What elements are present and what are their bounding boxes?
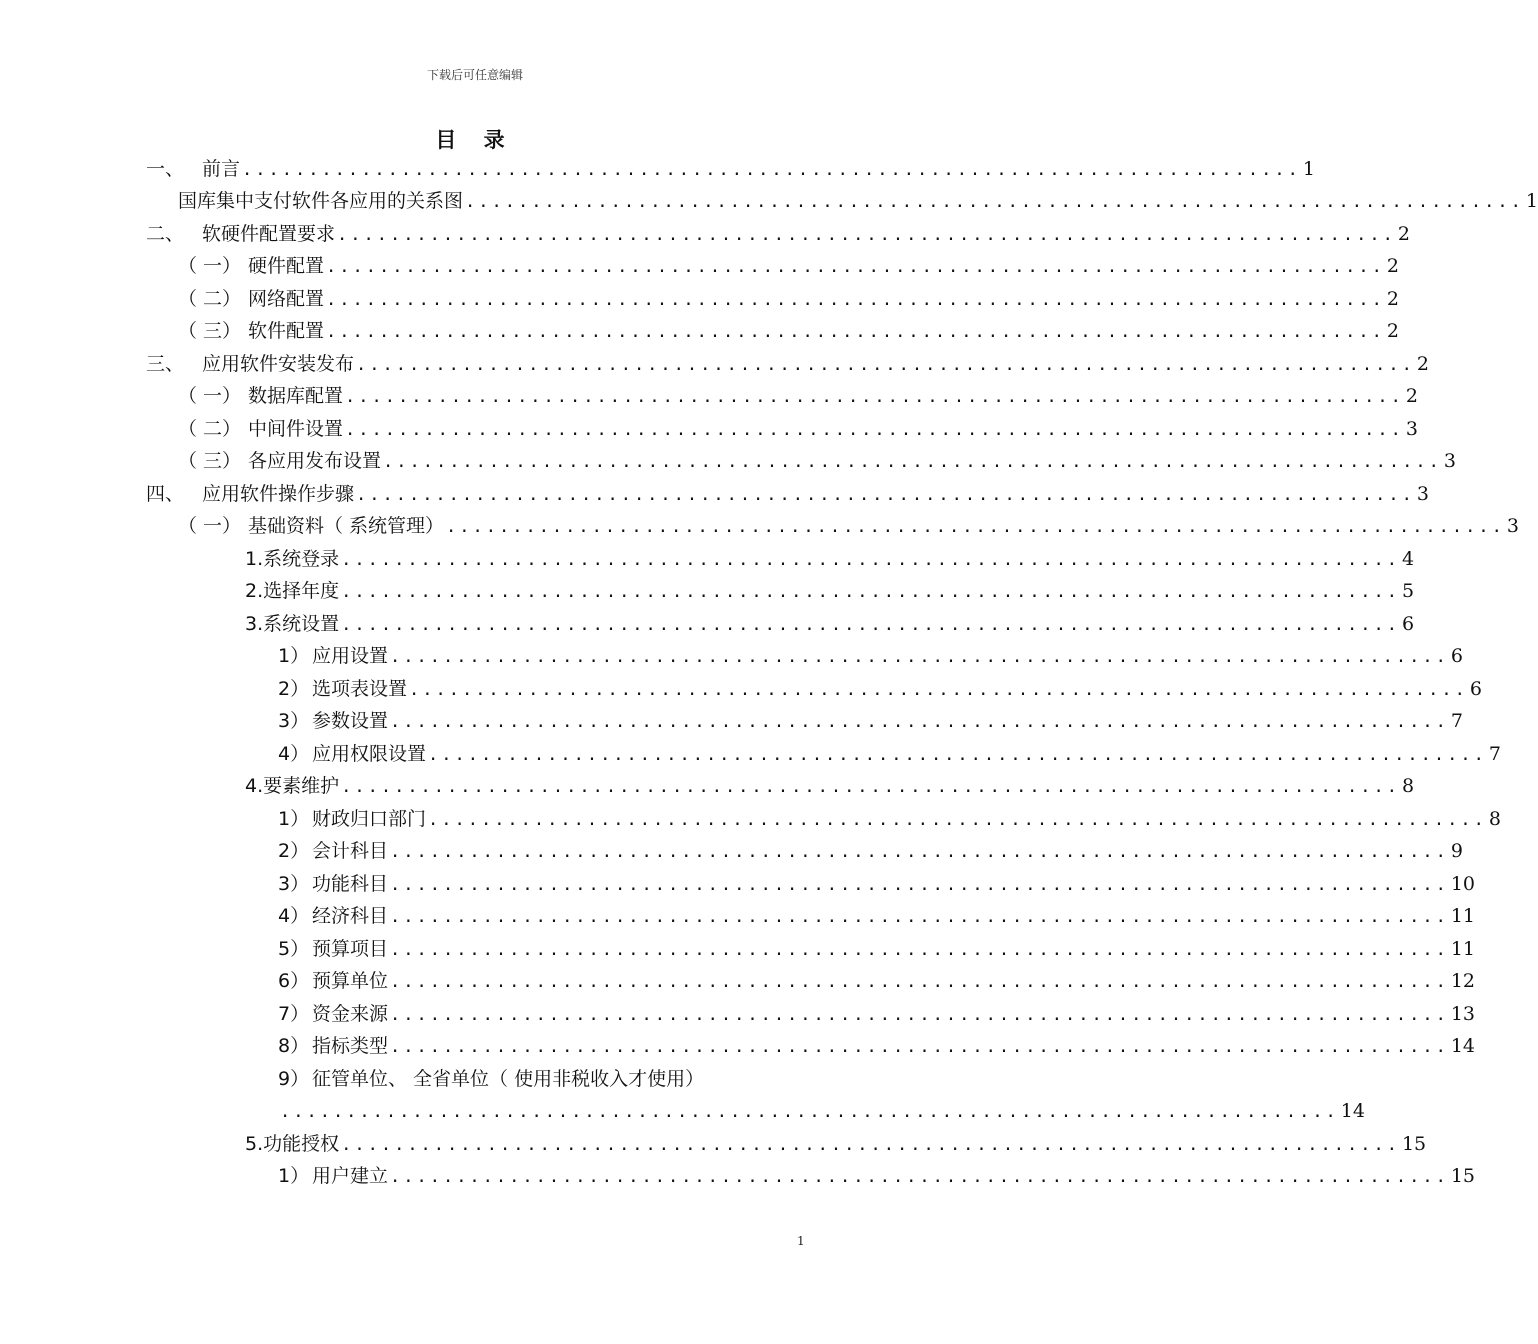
toc-entry-text: 各应用发布设置: [248, 450, 382, 472]
toc-entry-text: 基础资料（ 系统管理）: [248, 515, 445, 537]
toc-leader-dots: ................................................................................: [390, 1167, 1449, 1187]
toc-entry-text: 前言: [202, 158, 241, 180]
toc-entry[interactable]: [278, 868, 1475, 900]
toc-entry-number: （ 二）: [178, 288, 242, 310]
toc-entry-text: 3.系统设置: [245, 613, 340, 635]
toc-entry-page: 2: [1416, 353, 1429, 375]
toc-entry[interactable]: [178, 445, 1456, 477]
toc-entry-page: 14: [1450, 1035, 1475, 1057]
toc-entry-text: 预算单位: [312, 970, 389, 992]
toc-leader-dots: ................................................................................: [341, 777, 1400, 797]
toc-entry[interactable]: [245, 575, 1415, 607]
toc-entry[interactable]: [178, 510, 1519, 542]
toc-entry-page: 3: [1443, 450, 1456, 472]
toc-entry-number: 3）: [278, 873, 310, 895]
toc-entry-page: 3: [1416, 483, 1429, 505]
toc-entry[interactable]: [146, 153, 1315, 185]
page-number: 1: [797, 1234, 805, 1248]
toc-entry-number: 一、: [146, 158, 185, 180]
toc-entry-text: 国库集中支付软件各应用的关系图: [178, 190, 464, 212]
toc-entry-number: （ 二）: [178, 418, 242, 440]
toc-entry-text: 软硬件配置要求: [202, 223, 336, 245]
toc-entry-text: 中间件设置: [248, 418, 344, 440]
toc-entry-text: 会计科目: [312, 840, 389, 862]
toc-title: 目 录: [435, 127, 515, 152]
toc-entry-number: 1）: [278, 808, 310, 830]
toc-entry-text: 应用权限设置: [312, 743, 427, 765]
toc-entry[interactable]: [278, 965, 1475, 997]
toc-entry-number: 2）: [278, 678, 310, 700]
toc-entry-number: 9）: [278, 1068, 310, 1090]
toc-leader-dots: ................................................................................: [390, 972, 1449, 992]
toc-leader-dots: ................................................................................: [428, 810, 1487, 830]
toc-leader-dots: ................................................................................: [390, 647, 1449, 667]
toc-leader-dots: ................................................................................: [390, 842, 1449, 862]
page-header: 下载后可任意编辑: [426, 68, 523, 82]
toc-entry-page: 4: [1401, 548, 1415, 570]
toc-entry[interactable]: [278, 900, 1475, 932]
toc-entry[interactable]: [278, 640, 1463, 672]
toc-entry-page: 2: [1386, 288, 1399, 310]
toc-entry-text: 网络配置: [248, 288, 325, 310]
toc-leader-dots: ................................................................................: [242, 160, 1301, 180]
toc-entry-text: 应用软件操作步骤: [202, 483, 355, 505]
toc-entry-number: （ 三）: [178, 320, 242, 342]
toc-leader-dots: ................................................................................: [326, 322, 1385, 342]
toc-entry-text: 1.系统登录: [245, 548, 340, 570]
toc-leader-dots: ................................................................................: [390, 712, 1449, 732]
toc-entry-page: 3: [1405, 418, 1418, 440]
toc-entry-text: 征管单位、 全省单位（ 使用非税收入才使用）: [312, 1068, 705, 1090]
toc-entry-page: 7: [1488, 743, 1501, 765]
toc-entry-page: 14: [1340, 1100, 1365, 1122]
toc-entry-text: 预算项目: [312, 938, 389, 960]
toc-entry-number: 5）: [278, 938, 310, 960]
toc-leader-dots: ................................................................................: [383, 452, 1442, 472]
toc-entry[interactable]: [178, 380, 1418, 412]
toc-entry-number: 4）: [278, 743, 310, 765]
toc-entry-continuation[interactable]: [278, 1095, 1365, 1127]
toc-entry-page: 15: [1450, 1165, 1475, 1187]
toc-leader-dots: ................................................................................: [390, 875, 1449, 895]
toc-leader-dots: ................................................................................: [446, 517, 1505, 537]
toc-entry-number: 三、: [146, 353, 185, 375]
toc-entry-page: 3: [1506, 515, 1519, 537]
toc-entry[interactable]: [178, 185, 1538, 217]
toc-entry-number: 2）: [278, 840, 310, 862]
toc-entry-number: 3）: [278, 710, 310, 732]
toc-entry-text: 参数设置: [312, 710, 389, 732]
toc-entry-number: 8）: [278, 1035, 310, 1057]
toc-leader-dots: ................................................................................: [326, 290, 1385, 310]
toc-leader-dots: ................................................................................: [428, 745, 1487, 765]
toc-entry-page: 8: [1488, 808, 1501, 830]
toc-entry-page: 12: [1450, 970, 1475, 992]
toc-entry-page: 9: [1450, 840, 1463, 862]
toc-leader-dots: ................................................................................: [337, 225, 1396, 245]
toc-entry-text: 经济科目: [312, 905, 389, 927]
toc-leader-dots: ................................................................................: [341, 550, 1400, 570]
toc-entry-number: （ 一）: [178, 255, 242, 277]
toc-leader-dots: ................................................................................: [345, 387, 1404, 407]
toc-entry-number: 6）: [278, 970, 310, 992]
toc-leader-dots: ................................................................................: [356, 485, 1415, 505]
toc-entry[interactable]: [178, 283, 1399, 315]
toc-entry[interactable]: [178, 413, 1418, 445]
toc-entry-number: 二、: [146, 223, 185, 245]
toc-entry-number: 1）: [278, 1165, 310, 1187]
toc-entry-page: 1: [1302, 158, 1315, 180]
toc-entry[interactable]: [146, 218, 1410, 250]
toc-leader-dots: ................................................................................: [390, 1005, 1449, 1025]
toc-entry[interactable]: [146, 348, 1429, 380]
toc-entry-page: 2: [1386, 320, 1399, 342]
toc-entry-number: （ 一）: [178, 515, 242, 537]
toc-entry-text: 资金来源: [312, 1003, 389, 1025]
toc-leader-dots: ................................................................................: [326, 257, 1385, 277]
toc-leader-dots: ................................................................................: [390, 940, 1449, 960]
toc-entry-text: 4.要素维护: [245, 775, 340, 797]
toc-entry-number: （ 一）: [178, 385, 242, 407]
toc-entry[interactable]: [178, 315, 1399, 347]
toc-entry-page: 10: [1450, 873, 1475, 895]
toc-leader-dots: ................................................................................: [356, 355, 1415, 375]
toc-entry-page: 11: [1450, 905, 1475, 927]
toc-entry[interactable]: [245, 1128, 1427, 1160]
toc-entry-text: 应用设置: [312, 645, 389, 667]
toc-entry-page: 6: [1469, 678, 1482, 700]
toc-entry[interactable]: [278, 738, 1501, 770]
toc-entry-text: 2.选择年度: [245, 580, 340, 602]
toc-entry-text: 选项表设置: [312, 678, 408, 700]
toc-entry-text: 软件配置: [248, 320, 325, 342]
toc-entry[interactable]: [278, 933, 1475, 965]
toc-entry-page: 13: [1450, 1003, 1475, 1025]
toc-entry-page: 8: [1401, 775, 1415, 797]
toc-entry-number: 4）: [278, 905, 310, 927]
toc-leader-dots: ................................................................................: [409, 680, 1468, 700]
toc-entry-page: 2: [1405, 385, 1418, 407]
toc-entry[interactable]: [278, 705, 1463, 737]
toc-entry-number: 四、: [146, 483, 185, 505]
toc-entry-text: 用户建立: [312, 1165, 389, 1187]
toc-entry-number: 1）: [278, 645, 310, 667]
toc-entry-page: 1: [1525, 190, 1538, 212]
toc-entry-text: 5.功能授权: [245, 1133, 340, 1155]
toc-leader-dots: ................................................................................: [390, 907, 1449, 927]
toc-entry[interactable]: [245, 543, 1415, 575]
toc-entry-text: 功能科目: [312, 873, 389, 895]
toc-entry-number: 7）: [278, 1003, 310, 1025]
toc-entry-number: （ 三）: [178, 450, 242, 472]
toc-entry-text: 应用软件安装发布: [202, 353, 355, 375]
toc-entry[interactable]: [278, 835, 1463, 867]
toc-entry-page: 6: [1450, 645, 1463, 667]
toc-entry[interactable]: [278, 998, 1475, 1030]
toc-leader-dots: ................................................................................: [345, 420, 1404, 440]
toc-leader-dots: ................................................................................: [341, 615, 1400, 635]
toc-entry-page: 2: [1397, 223, 1410, 245]
toc-entry[interactable]: [278, 803, 1501, 835]
toc-entry-text: 数据库配置: [248, 385, 344, 407]
toc-entry[interactable]: [245, 770, 1415, 802]
toc-entry-page: 15: [1401, 1133, 1427, 1155]
toc-entry[interactable]: [278, 673, 1482, 705]
toc-entry-page: 11: [1450, 938, 1475, 960]
toc-leader-dots: ................................................................................: [465, 192, 1524, 212]
toc-leader-dots: ................................................................................: [341, 1135, 1400, 1155]
toc-entry-page: 7: [1450, 710, 1463, 732]
toc-entry-text: 硬件配置: [248, 255, 325, 277]
toc-entry-page: 5: [1401, 580, 1415, 602]
toc-entry[interactable]: [278, 1030, 1475, 1062]
toc-entry[interactable]: [245, 608, 1415, 640]
toc-entry[interactable]: [146, 478, 1429, 510]
toc-leader-dots: ................................................................................: [280, 1102, 1339, 1122]
toc-leader-dots: ................................................................................: [341, 582, 1400, 602]
toc-entry-text: 指标类型: [312, 1035, 389, 1057]
toc-entry-page: 2: [1386, 255, 1399, 277]
toc-leader-dots: ................................................................................: [390, 1037, 1449, 1057]
toc-entry-text: 财政归口部门: [312, 808, 427, 830]
toc-entry-wrapped[interactable]: [278, 1063, 704, 1095]
toc-entry[interactable]: [278, 1160, 1475, 1192]
toc-entry[interactable]: [178, 250, 1399, 282]
toc-entry-page: 6: [1401, 613, 1415, 635]
